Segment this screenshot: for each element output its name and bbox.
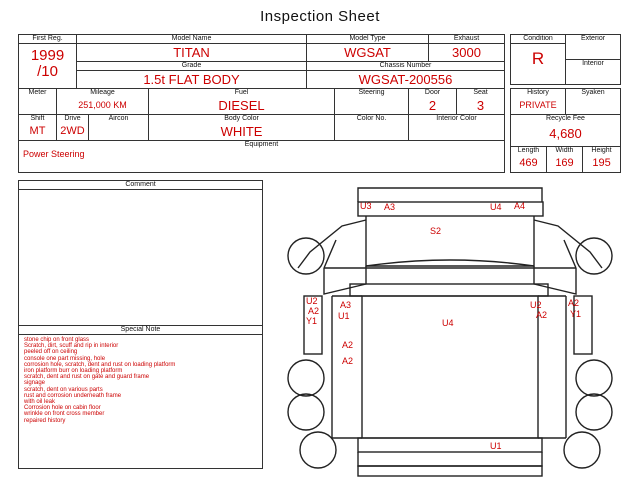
length-cell: [511, 147, 547, 173]
special-note-item: scratch, dent on various parts: [24, 386, 103, 393]
condition-value: R: [531, 49, 545, 68]
cab-roof-lines: [324, 240, 576, 268]
width-cell: [547, 147, 583, 173]
rear-bumper-inner: [358, 438, 542, 452]
color-no-cell: [335, 115, 409, 141]
history-value: PRIVATE: [519, 100, 557, 110]
mark-left-door: A3: [340, 300, 352, 310]
shift-cell: [19, 115, 57, 141]
mark-front-left-2: A3: [384, 202, 396, 212]
condition-cell: [511, 35, 566, 85]
front-fender-lines: [298, 220, 602, 268]
steering-cell: [335, 89, 409, 115]
color-no-label: Color No.: [356, 115, 387, 122]
fuel-value: DIESEL: [218, 98, 265, 113]
special-note-item: rust and corrosion underneath frame: [24, 392, 122, 399]
exhaust-label: Exhaust: [429, 35, 504, 44]
fuel-cell: [149, 89, 335, 115]
seat-label: Seat: [473, 89, 488, 96]
mark-hood: S2: [430, 226, 442, 236]
condition-label: Condition: [511, 35, 565, 44]
condition-table: [510, 34, 621, 85]
page-title: Inspection Sheet: [260, 8, 380, 25]
fuel-label: Fuel: [234, 89, 249, 96]
model-type-cell: [307, 35, 429, 62]
first-reg-year: 1999: [30, 47, 65, 64]
equipment-value: Power Steering: [23, 149, 85, 159]
model-name-value: TITAN: [173, 45, 210, 60]
meter-cell: [19, 89, 57, 115]
shift-value: MT: [29, 125, 46, 137]
front-bumper-outline: [358, 188, 542, 202]
mark-left-bed: A2: [342, 340, 354, 350]
grade-label: Grade: [77, 62, 306, 71]
height-cell: [583, 147, 621, 173]
special-note-item: peeled off on ceiling: [24, 349, 78, 356]
mark-right-panel-2: Y1: [570, 309, 582, 319]
mark-right-door: U2: [530, 300, 542, 310]
equipment-label: Equipment: [244, 141, 279, 148]
first-reg-cell: [19, 35, 77, 89]
equipment-cell: [19, 141, 505, 173]
cab-hood-outline: [366, 216, 534, 266]
mark-front-right-2: A4: [514, 201, 526, 211]
first-reg-month: /10: [37, 63, 58, 80]
cab-sides: [324, 266, 576, 294]
mark-left-panel-2: A2: [308, 306, 320, 316]
model-type-value: WGSAT: [344, 45, 391, 60]
mileage-cell: [57, 89, 149, 115]
mark-front-right: U4: [490, 202, 502, 212]
vehicle-info-table: [18, 34, 505, 89]
rear-right-outer-wheel: [576, 394, 612, 430]
mark-left-panel-3: Y1: [306, 316, 318, 326]
model-name-label: Model Name: [77, 35, 306, 44]
recycle-fee-cell: [511, 115, 621, 147]
drive-value: 2WD: [60, 125, 85, 137]
rear-bumper-outline: [358, 452, 542, 466]
first-reg-label: First Reg.: [19, 35, 76, 44]
mark-rear: U1: [490, 441, 502, 451]
cab-rear-wall: [350, 284, 548, 296]
comment-text: [19, 190, 262, 192]
special-note-item: corrosion hole, scratch, dent and rust on loading platform: [24, 361, 176, 368]
mark-left-panel: U2: [306, 296, 318, 306]
door-label: Door: [424, 89, 441, 96]
interior-color-label: Interior Color: [436, 115, 477, 122]
body-color-label: Body Color: [224, 115, 259, 122]
special-note-item: scratch, dent and rust on gate and guard frame: [24, 374, 150, 381]
rear-right-wheel: [576, 360, 612, 396]
exhaust-cell: [429, 35, 505, 62]
aircon-cell: [89, 115, 149, 141]
recycle-fee-label: Recycle Fee: [546, 115, 585, 122]
door-cell: [409, 89, 457, 115]
model-name-cell: [77, 35, 307, 62]
drive-label: Drive: [64, 115, 81, 122]
mark-left-bed-2: A2: [342, 356, 354, 366]
body-color-cell: [149, 115, 335, 141]
chassis-value: WGSAT-200556: [358, 72, 453, 87]
special-note-item: with oil leak: [24, 399, 56, 406]
truck-damage-diagram: [270, 180, 640, 480]
door-value: 2: [428, 98, 437, 113]
mark-right-panel: A2: [568, 298, 580, 308]
special-note-item: signage: [24, 380, 46, 387]
special-note-item: Corrosion hole on cabin floor: [24, 405, 101, 412]
special-note-label: Special Note: [19, 326, 262, 335]
exhaust-value: 3000: [452, 45, 481, 60]
comment-box: [18, 180, 263, 326]
height-value: 195: [592, 157, 611, 169]
chassis-cell: [307, 62, 505, 89]
rear-left-outer-wheel: [288, 394, 324, 430]
mark-bed: U4: [442, 318, 454, 328]
seat-value: 3: [476, 98, 485, 113]
specs-table: [18, 88, 505, 173]
spare-right-wheel: [564, 432, 600, 468]
interior-label: Interior: [582, 60, 604, 67]
history-label: History: [527, 89, 549, 96]
grade-value: 1.5t FLAT BODY: [143, 72, 240, 87]
grade-cell: [77, 62, 307, 89]
syaken-cell: [566, 89, 621, 115]
mileage-label: Mileage: [90, 89, 115, 96]
mark-left-door-2: U1: [338, 311, 350, 321]
recycle-fee-value: 4,680: [549, 126, 582, 141]
special-note-item: Scratch, dirt, scuff and rip in interior: [24, 343, 119, 350]
exterior-cell: [566, 35, 621, 60]
drive-cell: [57, 115, 89, 141]
aircon-label: Aircon: [108, 115, 129, 122]
chassis-label: Chassis Number: [307, 62, 504, 71]
front-right-wheel: [576, 238, 612, 274]
length-label: Length: [517, 147, 540, 154]
model-type-label: Model Type: [307, 35, 428, 44]
front-left-wheel: [288, 238, 324, 274]
comment-label: Comment: [19, 181, 262, 190]
history-table: [510, 88, 621, 173]
interior-cell: [566, 60, 621, 85]
special-note-item: repaired history: [24, 417, 66, 424]
width-value: 169: [555, 157, 574, 169]
spare-left-wheel: [300, 432, 336, 468]
rear-left-wheel: [288, 360, 324, 396]
special-note-item: console one part missing, hole: [24, 355, 106, 362]
length-value: 469: [519, 157, 538, 169]
steering-label: Steering: [358, 89, 385, 96]
interior-color-cell: [409, 115, 505, 141]
exterior-label: Exterior: [580, 35, 606, 42]
mileage-value: 251,000 KM: [78, 100, 127, 110]
body-color-value: WHITE: [220, 124, 263, 139]
meter-label: Meter: [28, 89, 47, 96]
mark-right-door-2: A2: [536, 310, 548, 320]
mark-front-left: U3: [360, 201, 372, 211]
special-note-item: iron platform burr on loading platform: [24, 368, 123, 375]
special-note-box: [18, 325, 263, 469]
special-note-item: wrinkle on front cross member: [24, 411, 105, 418]
special-note-item: stone chip on front glass: [24, 337, 90, 343]
syaken-label: Syaken: [581, 89, 605, 96]
special-notes-list: [19, 335, 262, 424]
history-cell: [511, 89, 566, 115]
height-label: Height: [591, 147, 612, 154]
seat-cell: [457, 89, 505, 115]
shift-label: Shift: [30, 115, 45, 122]
windshield-line: [366, 260, 534, 266]
rear-tailgate: [358, 466, 542, 476]
width-label: Width: [555, 147, 574, 154]
